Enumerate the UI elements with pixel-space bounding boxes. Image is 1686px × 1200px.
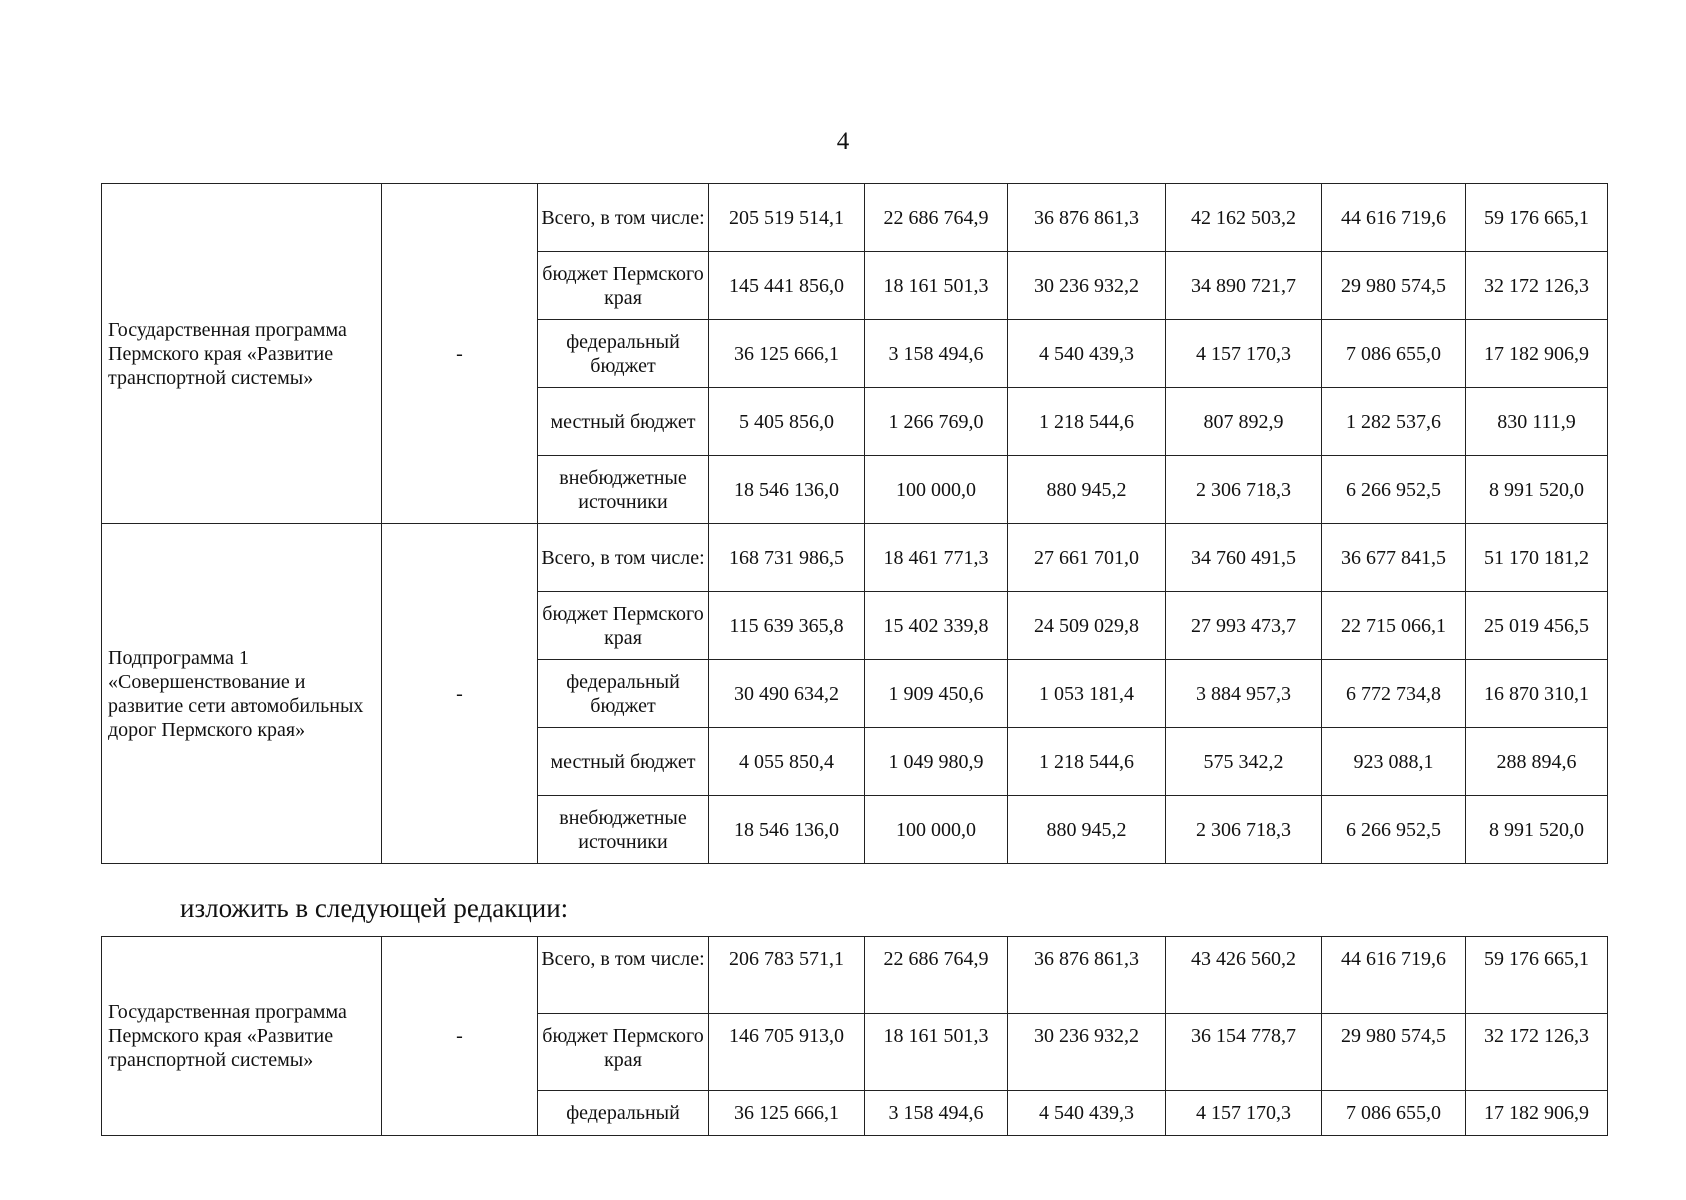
- amount-cell: 3 158 494,6: [865, 320, 1008, 388]
- amount-cell: 3 158 494,6: [865, 1091, 1008, 1136]
- amount-cell: 34 890 721,7: [1166, 252, 1322, 320]
- funding-source-cell: федеральный бюджет: [538, 320, 709, 388]
- amount-cell: 830 111,9: [1466, 388, 1608, 456]
- amount-cell: 3 884 957,3: [1166, 660, 1322, 728]
- funding-source-cell: внебюджетные источники: [538, 456, 709, 524]
- amount-cell: 30 236 932,2: [1008, 252, 1166, 320]
- amount-cell: 8 991 520,0: [1466, 456, 1608, 524]
- funding-source-cell: внебюджетные источники: [538, 796, 709, 864]
- page-number: 4: [836, 128, 850, 155]
- amount-cell: 206 783 571,1: [709, 937, 865, 1014]
- amount-cell: 22 686 764,9: [865, 937, 1008, 1014]
- amount-cell: 32 172 126,3: [1466, 1014, 1608, 1091]
- amount-cell: 4 157 170,3: [1166, 320, 1322, 388]
- amount-cell: 30 236 932,2: [1008, 1014, 1166, 1091]
- funding-source-cell: федеральный: [538, 1091, 709, 1136]
- funding-source-cell: бюджет Пермского края: [538, 252, 709, 320]
- amount-cell: 1 049 980,9: [865, 728, 1008, 796]
- funding-source-cell: бюджет Пермского края: [538, 1014, 709, 1091]
- amount-cell: 5 405 856,0: [709, 388, 865, 456]
- amount-cell: 923 088,1: [1322, 728, 1466, 796]
- amount-cell: 7 086 655,0: [1322, 1091, 1466, 1136]
- amount-cell: 44 616 719,6: [1322, 937, 1466, 1014]
- amount-cell: 6 266 952,5: [1322, 796, 1466, 864]
- amount-cell: 44 616 719,6: [1322, 184, 1466, 252]
- funding-source-cell: Всего, в том числе:: [538, 184, 709, 252]
- amount-cell: 30 490 634,2: [709, 660, 865, 728]
- amount-cell: 1 282 537,6: [1322, 388, 1466, 456]
- funding-source-cell: бюджет Пермского края: [538, 592, 709, 660]
- amount-cell: 880 945,2: [1008, 456, 1166, 524]
- amount-cell: 43 426 560,2: [1166, 937, 1322, 1014]
- amount-cell: 4 055 850,4: [709, 728, 865, 796]
- program-name-cell: Подпрограмма 1 «Совершенствование и развитие сети автомобильных дорог Пермского края»: [102, 524, 382, 864]
- amount-cell: 32 172 126,3: [1466, 252, 1608, 320]
- amount-cell: 29 980 574,5: [1322, 1014, 1466, 1091]
- amount-cell: 22 715 066,1: [1322, 592, 1466, 660]
- amount-cell: 25 019 456,5: [1466, 592, 1608, 660]
- code-cell: -: [382, 184, 538, 524]
- amount-cell: 59 176 665,1: [1466, 184, 1608, 252]
- amount-cell: 8 991 520,0: [1466, 796, 1608, 864]
- code-cell: -: [382, 524, 538, 864]
- amount-cell: 22 686 764,9: [865, 184, 1008, 252]
- amount-cell: 36 125 666,1: [709, 1091, 865, 1136]
- amount-cell: 115 639 365,8: [709, 592, 865, 660]
- amount-cell: 1 053 181,4: [1008, 660, 1166, 728]
- table-row: [102, 937, 1608, 1014]
- amount-cell: 24 509 029,8: [1008, 592, 1166, 660]
- amount-cell: 100 000,0: [865, 796, 1008, 864]
- amount-cell: 29 980 574,5: [1322, 252, 1466, 320]
- amount-cell: 205 519 514,1: [709, 184, 865, 252]
- funding-table-current: [101, 183, 1608, 864]
- funding-source-cell: местный бюджет: [538, 388, 709, 456]
- amount-cell: 51 170 181,2: [1466, 524, 1608, 592]
- amount-cell: 18 161 501,3: [865, 252, 1008, 320]
- amount-cell: 27 661 701,0: [1008, 524, 1166, 592]
- amount-cell: 42 162 503,2: [1166, 184, 1322, 252]
- amount-cell: 36 876 861,3: [1008, 937, 1166, 1014]
- funding-source-cell: федеральный бюджет: [538, 660, 709, 728]
- amount-cell: 36 876 861,3: [1008, 184, 1166, 252]
- amount-cell: 4 540 439,3: [1008, 1091, 1166, 1136]
- program-name-cell: Государственная программа Пермского края «Развитие транспортной системы»: [102, 184, 382, 524]
- amount-cell: 288 894,6: [1466, 728, 1608, 796]
- amount-cell: 4 540 439,3: [1008, 320, 1166, 388]
- intro-text: изложить в следующей редакции:: [180, 893, 569, 923]
- amount-cell: 1 909 450,6: [865, 660, 1008, 728]
- funding-source-cell: Всего, в том числе:: [538, 524, 709, 592]
- amount-cell: 18 461 771,3: [865, 524, 1008, 592]
- amount-cell: 6 772 734,8: [1322, 660, 1466, 728]
- amount-cell: 36 677 841,5: [1322, 524, 1466, 592]
- amount-cell: 807 892,9: [1166, 388, 1322, 456]
- table-row: [102, 184, 1608, 252]
- amount-cell: 15 402 339,8: [865, 592, 1008, 660]
- amount-cell: 168 731 986,5: [709, 524, 865, 592]
- amount-cell: 59 176 665,1: [1466, 937, 1608, 1014]
- amount-cell: 100 000,0: [865, 456, 1008, 524]
- amount-cell: 145 441 856,0: [709, 252, 865, 320]
- amount-cell: 4 157 170,3: [1166, 1091, 1322, 1136]
- amount-cell: 18 546 136,0: [709, 456, 865, 524]
- amount-cell: 18 546 136,0: [709, 796, 865, 864]
- amount-cell: 34 760 491,5: [1166, 524, 1322, 592]
- amount-cell: 2 306 718,3: [1166, 796, 1322, 864]
- amount-cell: 36 154 778,7: [1166, 1014, 1322, 1091]
- amount-cell: 36 125 666,1: [709, 320, 865, 388]
- amount-cell: 1 218 544,6: [1008, 388, 1166, 456]
- amount-cell: 575 342,2: [1166, 728, 1322, 796]
- amount-cell: 18 161 501,3: [865, 1014, 1008, 1091]
- funding-source-cell: Всего, в том числе:: [538, 937, 709, 1014]
- amount-cell: 1 218 544,6: [1008, 728, 1166, 796]
- amount-cell: 880 945,2: [1008, 796, 1166, 864]
- amount-cell: 146 705 913,0: [709, 1014, 865, 1091]
- amount-cell: 7 086 655,0: [1322, 320, 1466, 388]
- amount-cell: 6 266 952,5: [1322, 456, 1466, 524]
- amount-cell: 16 870 310,1: [1466, 660, 1608, 728]
- program-name-cell: Государственная программа Пермского края «Развитие транспортной системы»: [102, 937, 382, 1136]
- code-cell: -: [382, 937, 538, 1136]
- amount-cell: 17 182 906,9: [1466, 1091, 1608, 1136]
- amount-cell: 1 266 769,0: [865, 388, 1008, 456]
- amount-cell: 2 306 718,3: [1166, 456, 1322, 524]
- amount-cell: 17 182 906,9: [1466, 320, 1608, 388]
- amount-cell: 27 993 473,7: [1166, 592, 1322, 660]
- funding-source-cell: местный бюджет: [538, 728, 709, 796]
- funding-table-revised: [101, 936, 1608, 1136]
- table-row: [102, 524, 1608, 592]
